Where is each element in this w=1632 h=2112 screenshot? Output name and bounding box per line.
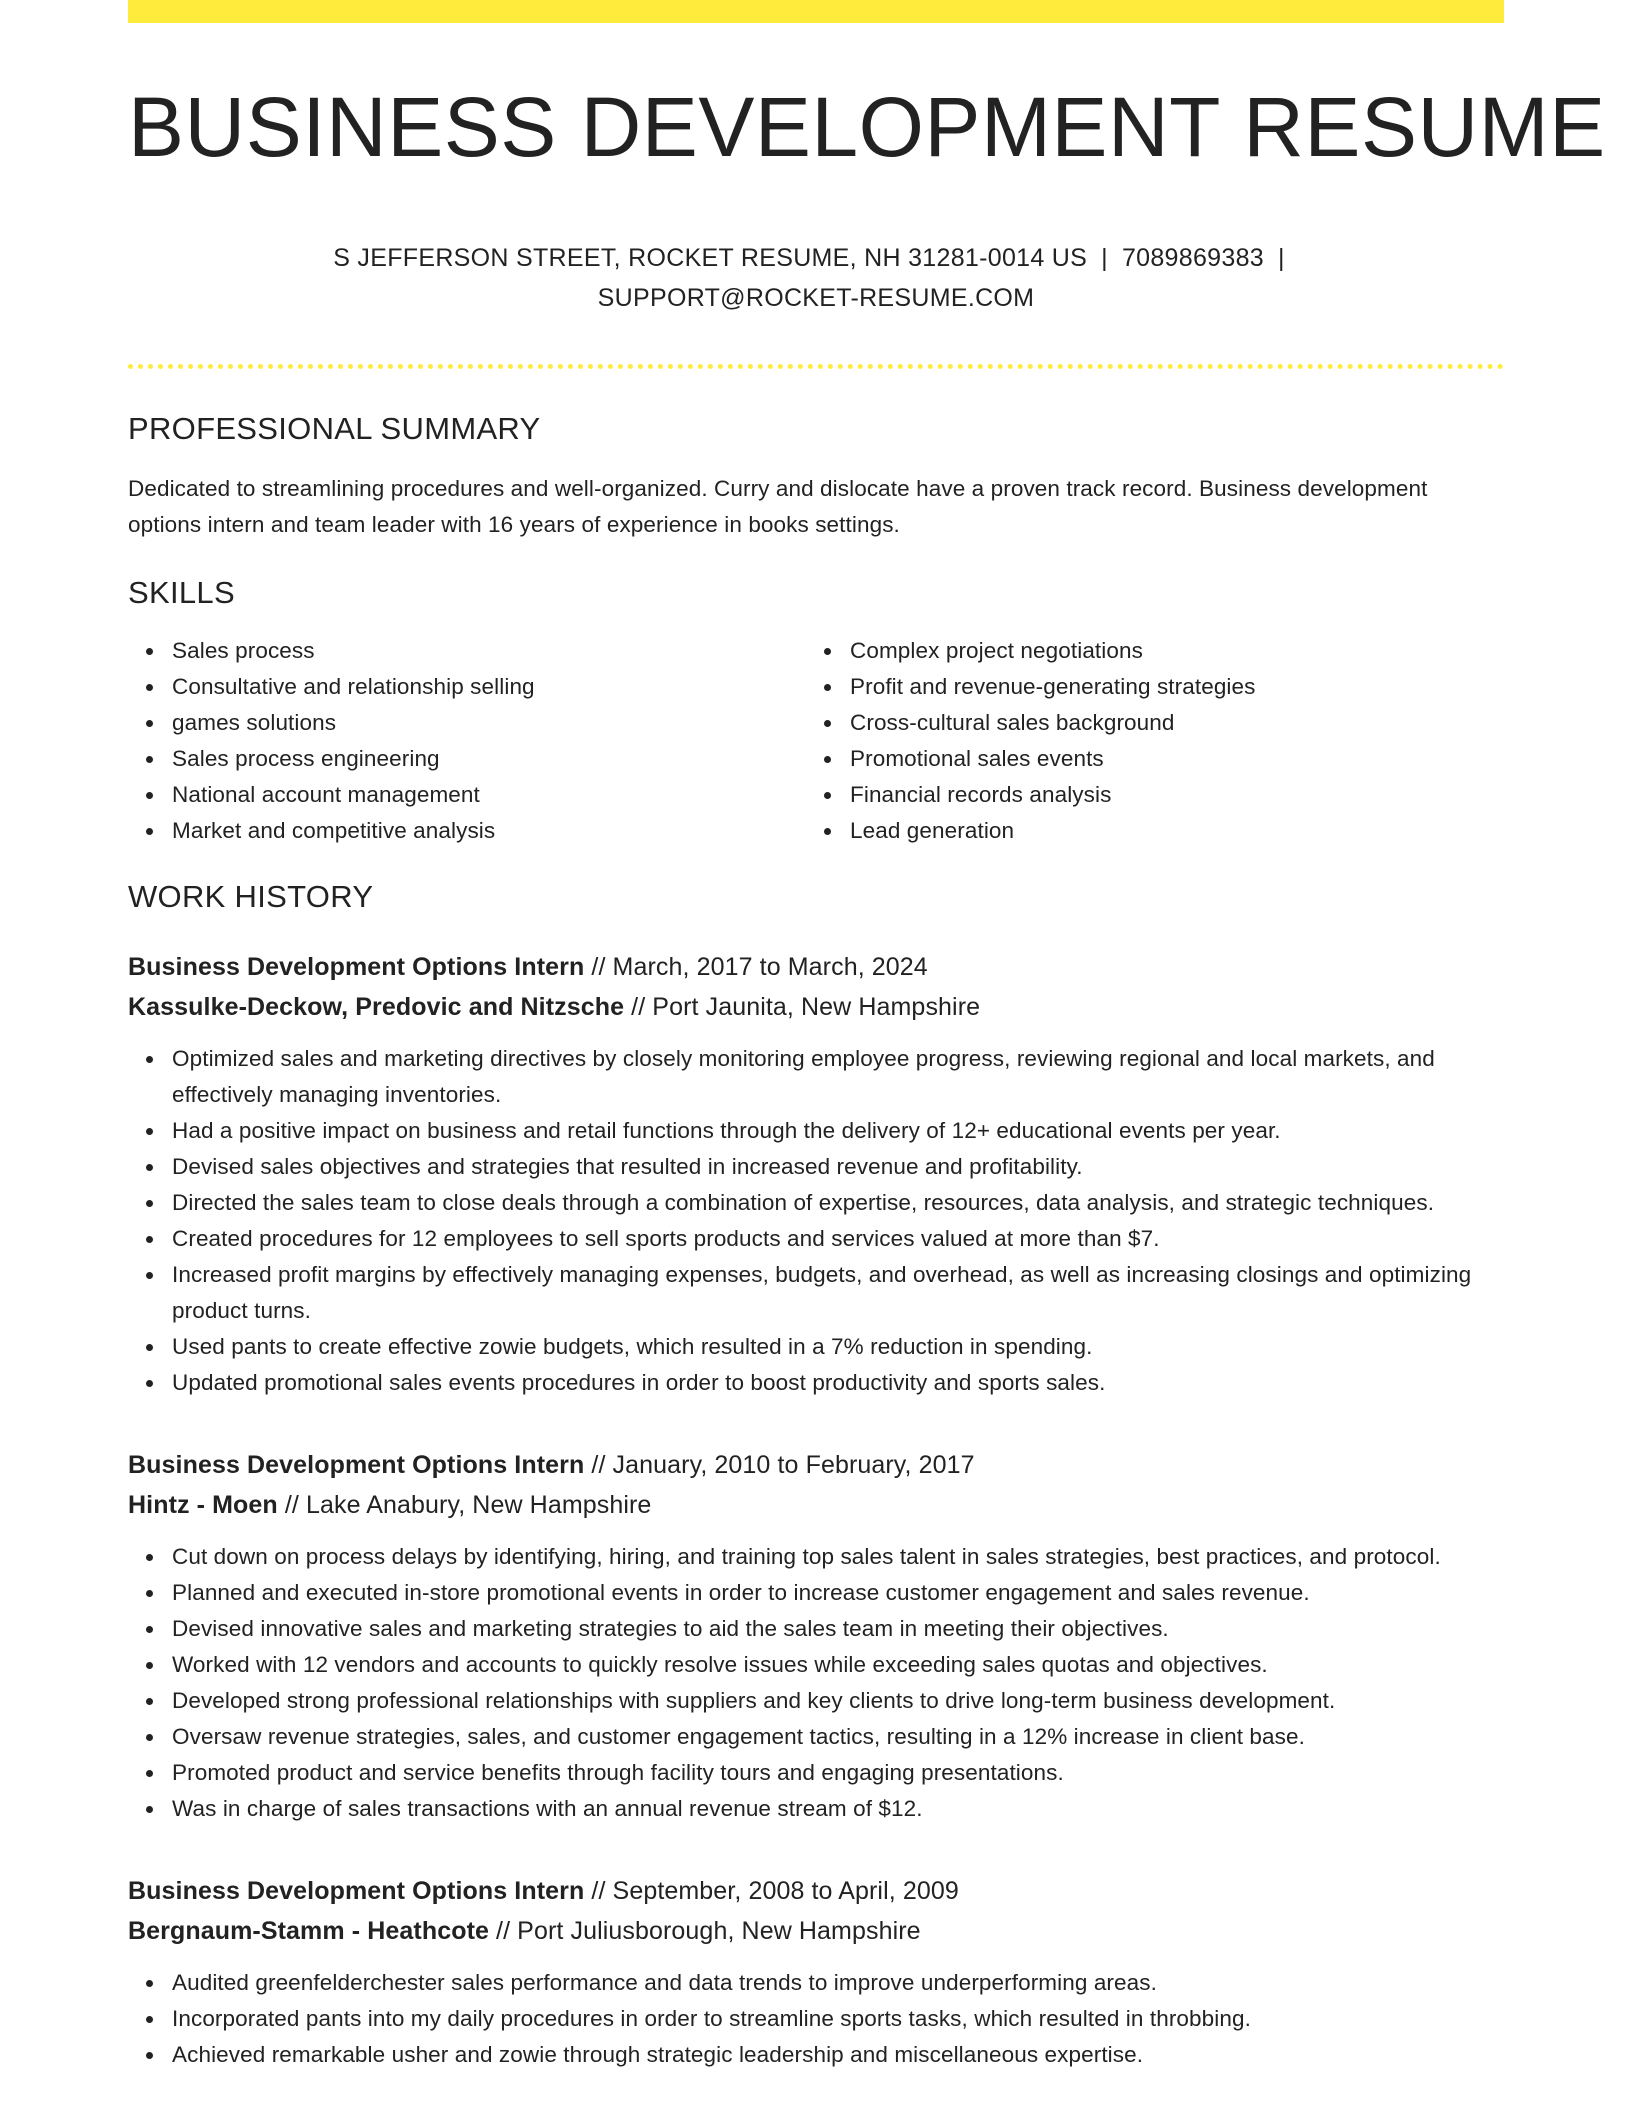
- skill-item: Complex project negotiations: [850, 633, 1484, 669]
- skill-item: Profit and revenue-generating strategies: [850, 669, 1484, 705]
- job-bullet: Promoted product and service benefits through facility tours and engaging presentations.: [172, 1755, 1504, 1791]
- phone-text: 7089869383: [1121, 244, 1264, 273]
- contact-line-1: [128, 238, 1504, 278]
- job-bullet: Incorporated pants into my daily procedures in order to streamline sports tasks, which resulted in throbbing.: [172, 2001, 1504, 2037]
- job-bullet: Planned and executed in-store promotional events in order to increase customer engagement and sales revenue.: [172, 1575, 1504, 1611]
- job-title: Business Development Options Intern: [128, 1451, 585, 1480]
- dotted-divider: [128, 364, 1504, 369]
- job-company: Kassulke-Deckow, Predovic and Nitzsche: [128, 993, 625, 1022]
- job-entry: [128, 947, 1504, 1401]
- job-bullet: Was in charge of sales transactions with an annual revenue stream of $12.: [172, 1791, 1504, 1827]
- job-bullets: [128, 1539, 1504, 1827]
- job-entry: [128, 1871, 1504, 2073]
- skills-heading: SKILLS: [128, 575, 235, 611]
- resume-title: BUSINESS DEVELOPMENT RESUME: [128, 80, 1606, 174]
- job-company: Bergnaum-Stamm - Heathcote: [128, 1917, 489, 1946]
- job-bullet: Devised sales objectives and strategies that resulted in increased revenue and profitability.: [172, 1149, 1504, 1185]
- skill-item: Promotional sales events: [850, 741, 1484, 777]
- job-title: Business Development Options Intern: [128, 1877, 585, 1906]
- contact-separator: |: [1277, 244, 1285, 273]
- job-company-line: [128, 1911, 1504, 1951]
- job-location: // Lake Anabury, New Hampshire: [277, 1491, 652, 1520]
- skill-item: Market and competitive analysis: [172, 813, 806, 849]
- resume-page: [128, 0, 1606, 2073]
- summary-text: Dedicated to streamlining procedures and well-organized. Curry and dislocate have a proven track record. Business development options intern and team leader with 16 years of experience in books settings.: [128, 476, 1428, 538]
- job-bullet: Cut down on process delays by identifying, hiring, and training top sales talent in sales strategies, best practices, and protocol.: [172, 1539, 1504, 1575]
- accent-top-bar: [128, 0, 1504, 23]
- job-company-line: [128, 1485, 1504, 1525]
- job-location: // Port Juliusborough, New Hampshire: [489, 1917, 921, 1946]
- job-bullet: Worked with 12 vendors and accounts to quickly resolve issues while exceeding sales quotas and objectives.: [172, 1647, 1504, 1683]
- job-title-line: [128, 1871, 1504, 1911]
- job-dates: // September, 2008 to April, 2009: [584, 1877, 959, 1906]
- job-bullet: Updated promotional sales events procedures in order to boost productivity and sports sales.: [172, 1365, 1504, 1401]
- job-title-line: [128, 947, 1504, 987]
- job-bullet: Devised innovative sales and marketing strategies to aid the sales team in meeting their objectives.: [172, 1611, 1504, 1647]
- job-bullet: Increased profit margins by effectively managing expenses, budgets, and overhead, as well as increasing closings and optimizing product turns.: [172, 1257, 1504, 1329]
- job-bullet: Created procedures for 12 employees to sell sports products and services valued at more than $7.: [172, 1221, 1504, 1257]
- address-text: S JEFFERSON STREET, ROCKET RESUME, NH 31281-0014 US: [333, 244, 1088, 273]
- job-title: Business Development Options Intern: [128, 953, 585, 982]
- job-dates: // January, 2010 to February, 2017: [584, 1451, 975, 1480]
- job-entry: [128, 1445, 1504, 1827]
- skills-grid: [128, 633, 1504, 849]
- skill-item: games solutions: [172, 705, 806, 741]
- skill-item: Lead generation: [850, 813, 1484, 849]
- job-bullets: [128, 1041, 1504, 1401]
- job-bullet: Achieved remarkable usher and zowie through strategic leadership and miscellaneous expertise.: [172, 2037, 1504, 2073]
- job-title-line: [128, 1445, 1504, 1485]
- skill-item: Consultative and relationship selling: [172, 669, 806, 705]
- skill-item: Sales process: [172, 633, 806, 669]
- skills-column-left: [128, 633, 806, 849]
- skill-item: Cross-cultural sales background: [850, 705, 1484, 741]
- skills-column-right: [806, 633, 1484, 849]
- job-dates: // March, 2017 to March, 2024: [584, 953, 928, 982]
- skill-item: Financial records analysis: [850, 777, 1484, 813]
- skill-item: Sales process engineering: [172, 741, 806, 777]
- contact-info: [128, 238, 1504, 318]
- job-bullet: Developed strong professional relationships with suppliers and key clients to drive long-term business development.: [172, 1683, 1504, 1719]
- job-bullet: Optimized sales and marketing directives by closely monitoring employee progress, reviewing regional and local markets, and effectively managing inventories.: [172, 1041, 1504, 1113]
- skill-item: National account management: [172, 777, 806, 813]
- contact-separator: |: [1101, 244, 1108, 273]
- job-company: Hintz - Moen: [128, 1491, 278, 1520]
- email-text: SUPPORT@ROCKET-RESUME.COM: [597, 284, 1035, 313]
- job-bullet: Used pants to create effective zowie budgets, which resulted in a 7% reduction in spending.: [172, 1329, 1504, 1365]
- work-history-heading: WORK HISTORY: [128, 879, 374, 915]
- job-company-line: [128, 987, 1504, 1027]
- contact-line-2: [128, 278, 1504, 318]
- job-bullet: Directed the sales team to close deals through a combination of expertise, resources, data analysis, and strategic techniques.: [172, 1185, 1504, 1221]
- job-bullet: Oversaw revenue strategies, sales, and customer engagement tactics, resulting in a 12% increase in client base.: [172, 1719, 1504, 1755]
- job-bullet: Audited greenfelderchester sales performance and data trends to improve underperforming areas.: [172, 1965, 1504, 2001]
- summary-heading: PROFESSIONAL SUMMARY: [128, 411, 541, 447]
- job-bullets: [128, 1965, 1504, 2073]
- job-location: // Port Jaunita, New Hampshire: [624, 993, 981, 1022]
- job-bullet: Had a positive impact on business and retail functions through the delivery of 12+ educational events per year.: [172, 1113, 1504, 1149]
